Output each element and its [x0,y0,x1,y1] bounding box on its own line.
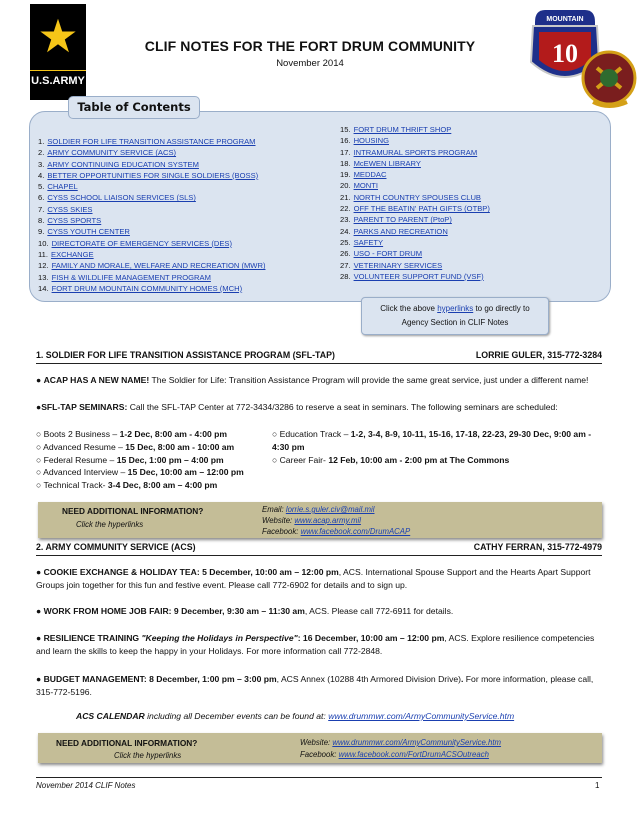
toc-item[interactable]: 24. PARKS AND RECREATION [340,226,448,236]
toc-item[interactable]: 14. FORT DRUM MOUNTAIN COMMUNITY HOMES (MCH) [38,283,243,293]
toc-item[interactable]: 8. CYSS SPORTS [38,216,102,226]
toc-item[interactable]: 2. ARMY COMMUNITY SERVICE (ACS) [38,148,177,158]
bullet-icon: ● [36,375,42,385]
seminars-paragraph: ●SFL-TAP SEMINARS: Call the SFL-TAP Center at 772-3434/3286 to reserve a seat in seminars. The following seminars are scheduled: [36,402,558,412]
circle-bullet-icon: ○ [272,454,280,465]
logo-divider [30,70,86,71]
calendar-link[interactable]: www.drummwr.com/ArmyCommunityService.htm [328,711,515,721]
website-row: Website: www.acap.army.mil [262,516,361,525]
resilience-paragraph: ● RESILIENCE TRAINING "Keeping the Holidays in Perspective": 16 December, 10:00 am – 12:00 pm, ACS. Explore resilience competencies and learn the skills to keep the happy in your Holidays. For more information call 772-2848. [36,633,595,656]
section-heading-acs: 2. ARMY COMMUNITY SERVICE (ACS) CATHY FERRAN, 315-772-4979 [36,542,602,556]
footer-divider [36,777,602,778]
toc-item[interactable]: 23. PARENT TO PARENT (PtoP) [340,215,452,225]
star-icon: ★ [37,9,79,63]
toc-tab: Table of Contents [68,96,200,119]
list-item: ○ Technical Track- 3-4 Dec, 8:00 am – 4:00 pm [36,480,218,491]
seminar-list-right [272,428,606,466]
table-of-contents [29,111,611,302]
calendar-line: ACS CALENDAR including all December events can be found at: www.drummwr.com/ArmyCommunityService.htm [76,711,515,721]
toc-item[interactable]: 15. FORT DRUM THRIFT SHOP [340,125,452,134]
website-link[interactable]: www.drummwr.com/ArmyCommunityService.htm [332,738,502,747]
toc-item[interactable]: 10. DIRECTORATE OF EMERGENCY SERVICES (DES) [38,238,233,248]
help-label: NEED ADDITIONAL INFORMATION? [56,738,198,748]
help-sub: Click the hyperlinks [76,520,144,529]
list-item: ○ Career Fair- 12 Feb, 10:00 am - 2:00 pm at The Commons [272,454,510,465]
toc-item[interactable]: 3. ARMY CONTINUING EDUCATION SYSTEM [38,159,199,169]
toc-item[interactable]: 5. CHAPEL [38,182,78,192]
section-contact: LORRIE GULER, 315-772-3284 [475,350,602,360]
hyperlinks-link[interactable]: hyperlinks [437,304,474,313]
toc-item[interactable]: 21. NORTH COUNTRY SPOUSES CLUB [340,192,481,202]
bullet-icon: ● [36,567,42,577]
list-item: ○ Federal Resume – 15 Dec, 1:00 pm – 4:00 pm [36,454,224,465]
toc-item[interactable]: 25. SAFETY [340,237,384,247]
logo-text: U.S.ARMY [31,75,85,87]
page-subtitle: November 2014 [276,58,344,69]
cookie-paragraph: ● COOKIE EXCHANGE & HOLIDAY TEA: 5 December, 10:00 am – 12:00 pm, ACS. International Spouse Support and the Hearts Apart Support Groups join together for this fun and festive event. Please call 772-6902 for details and to sign up. [36,567,591,590]
section-contact: CATHY FERRAN, 315-772-4979 [473,542,602,552]
toc-item[interactable]: 4. BETTER OPPORTUNITIES FOR SINGLE SOLDIERS (BOSS) [38,170,259,180]
toc-item[interactable]: 18. McEWEN LIBRARY [340,158,421,168]
circle-bullet-icon: ○ [36,480,44,491]
facebook-link[interactable]: www.facebook.com/FortDrumACSOutreach [338,750,489,759]
footer-label: November 2014 CLIF Notes [36,781,136,790]
bullet-icon: ● [36,402,42,412]
hyperlink-note: Click the above hyperlinks to go directly to Agency Section in CLIF Notes [361,297,549,335]
section-heading-sfl-tap: 1. SOLDIER FOR LIFE TRANSITION ASSISTANCE PROGRAM (SFL-TAP) LORRIE GULER, 315-772-3284 [36,350,602,364]
circle-bullet-icon: ○ [36,467,44,478]
toc-item[interactable]: 27. VETERINARY SERVICES [340,260,443,270]
toc-item[interactable]: 28. VOLUNTEER SUPPORT FUND (VSF) [340,271,484,281]
website-link[interactable]: www.acap.army.mil [294,516,361,525]
page-title: CLIF NOTES FOR THE FORT DRUM COMMUNITY [144,38,476,54]
toc-right-list [340,124,490,282]
circle-bullet-icon: ○ [36,454,44,465]
toc-item[interactable]: 1. SOLDIER FOR LIFE TRANSITION ASSISTANCE PROGRAM [38,137,256,146]
help-bar-acs [38,733,602,763]
job-fair-paragraph: ● WORK FROM HOME JOB FAIR: 9 December, 9:30 am – 11:30 am, ACS. Please call 772-6911 for details. [36,606,454,616]
toc-item[interactable]: 12. FAMILY AND MORALE, WELFARE AND RECREATION (MWR) [38,261,266,271]
help-label: NEED ADDITIONAL INFORMATION? [62,506,204,516]
toc-item[interactable]: 22. OFF THE BEATIN' PATH GIFTS (OTBP) [340,204,490,214]
toc-item[interactable]: 26. USO - FORT DRUM [340,249,423,259]
page-number: 1 [595,781,600,790]
toc-left-list [38,136,265,294]
list-item: ○ Advanced Interview – 15 Dec, 10:00 am – 12:00 pm [36,467,244,478]
facebook-link[interactable]: www.facebook.com/DrumACAP [300,527,411,536]
email-row: Email: lorrie.s.guler.civ@mail.mil [262,505,375,514]
toc-item[interactable]: 19. MEDDAC [340,170,387,180]
circle-bullet-icon: ○ [272,429,280,439]
help-sub: Click the hyperlinks [114,751,182,760]
toc-item[interactable]: 20. MONTI [340,181,379,191]
bullet-icon: ● [36,633,42,643]
bullet-icon: ● [36,674,42,684]
circle-bullet-icon: ○ [36,441,44,452]
toc-item[interactable]: 11. EXCHANGE [38,249,94,259]
toc-item[interactable]: 16. HOUSING [340,136,390,146]
circle-bullet-icon: ○ [36,429,44,439]
svg-text:10: 10 [552,39,578,68]
toc-item[interactable]: 6. CYSS SCHOOL LIAISON SERVICES (SLS) [38,193,196,203]
toc-item[interactable]: 13. FISH & WILDLIFE MANAGEMENT PROGRAM [38,272,211,282]
facebook-row: Facebook: www.facebook.com/FortDrumACSOutreach [300,750,489,759]
bullet-icon: ● [36,606,42,616]
budget-paragraph: ● BUDGET MANAGEMENT: 8 December, 1:00 pm – 3:00 pm, ACS Annex (10288 4th Armored Division Drive). For more information, please call, 315-772-5196. [36,674,594,697]
toc-item[interactable]: 9. CYSS YOUTH CENTER [38,227,130,237]
acap-paragraph: ● ACAP HAS A NEW NAME! The Soldier for Life: Transition Assistance Program will provide the same great service, just under a different name! [36,375,589,385]
army-logo [30,4,86,100]
toc-item[interactable]: 17. INTRAMURAL SPORTS PROGRAM [340,147,478,157]
list-item: ○ Education Track – 1-2, 3-4, 8-9, 10-11, 15-16, 17-18, 22-23, 29-30 Dec, 9:00 am - 4:30 pm [272,429,592,452]
facebook-row: Facebook: www.facebook.com/DrumACAP [262,527,411,536]
seminar-list-left [36,428,272,492]
unit-insignia-icon [529,2,637,112]
toc-item[interactable]: 7. CYSS SKIES [38,204,93,214]
list-item: ○ Advanced Resume – 15 Dec, 8:00 am - 10:00 am [36,441,235,452]
website-row: Website: www.drummwr.com/ArmyCommunityService.htm [300,738,502,747]
insignia-top-text: MOUNTAIN [546,16,584,23]
list-item: ○ Boots 2 Business – 1-2 Dec, 8:00 am - 4:00 pm [36,429,228,439]
email-link[interactable]: lorrie.s.guler.civ@mail.mil [285,505,375,514]
help-bar-sfl-tap [38,502,602,538]
